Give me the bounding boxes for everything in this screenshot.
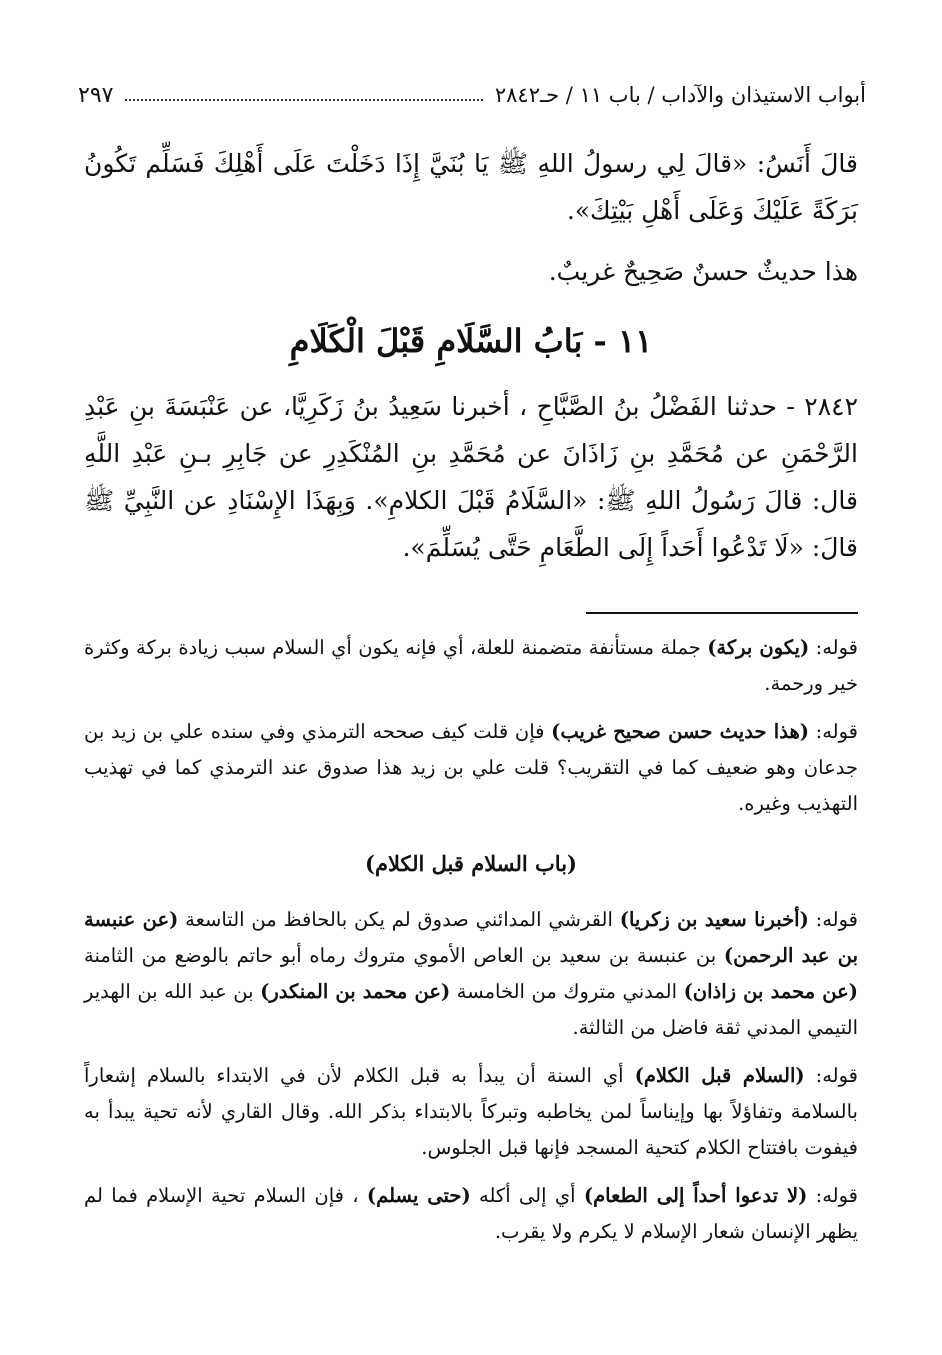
commentary-paragraph — [84, 1058, 858, 1166]
running-title: أبواب الاستيذان والآداب / باب ١١ / حـ٢٨٤٢ — [494, 83, 866, 107]
commentary-quote: (السلام قبل الكلام) — [634, 1064, 805, 1087]
commentary-paragraph — [84, 630, 858, 702]
commentary-lead: قوله: — [808, 720, 858, 743]
commentary-text: جملة مستأنفة متضمنة للعلة، أي فإنه يكون أي السلام سبب زيادة بركة وكثرة خير ورحمة. — [84, 636, 858, 695]
commentary-quote: (لا تدعوا أحداً إلى الطعام) — [583, 1184, 808, 1207]
commentary-text: ، فإن السلام تحية الإسلام فما لم يظهر الإنسان شعار الإسلام لا يكرم ولا يقرب. — [84, 1184, 858, 1243]
commentary-text: أي إلى أكله — [470, 1184, 584, 1207]
commentary-quote: (عن عنبسة بن عبد الرحمن) — [84, 908, 859, 967]
commentary-quote: (أخبرنا سعيد بن زكريا) — [619, 908, 809, 931]
commentary-lead: قوله: — [804, 1064, 858, 1087]
commentary-quote: (حتى يسلم) — [366, 1184, 471, 1207]
commentary-lead: قوله: — [808, 908, 858, 931]
commentary-block — [84, 630, 858, 1262]
commentary-text: فإن قلت كيف صححه الترمذي وفي سنده علي بن زيد بن جدعان وهو ضعيف كما في التقريب؟ قلت علي بن زيد هذا صدوق عند الترمذي كما في تهذيب التهذيب وغيره. — [84, 720, 858, 815]
commentary-paragraph — [84, 902, 858, 1046]
footnote-separator — [586, 612, 858, 614]
commentary-text: أي السنة أن يبدأ به قبل الكلام لأن في الابتداء بالسلام إشعاراً بالسلامة وتفاؤلاً بها وإيناساً لمن يخاطبه وتبركاً بالابتداء بذكر الله. وقال القاري لأنه تحية يبدأ به فيفوت بافتتاح الكلام كتحية المسجد فإنها قبل الجلوس. — [84, 1064, 858, 1159]
commentary-quote: (عن محمد بن المنكدر) — [260, 980, 451, 1003]
hadith-continuation: قالَ أَنَسُ: «قالَ لِي رسولُ اللهِ ﷺ يَا بُنَيَّ إِذَا دَخَلْتَ عَلَى أَهْلِكَ فَسَلِّم تَكُونُ بَرَكَةً عَلَيْكَ وَعَلَى أَهْلِ بَيْتِكَ». — [84, 149, 858, 225]
running-header — [78, 80, 866, 110]
commentary-text: بن عبد الله بن الهدير التيمي المدني ثقة فاضل من الثالثة. — [84, 980, 858, 1039]
hadith-text: ٢٨٤٢ - حدثنا الفَضْلُ بنُ الصَّبَّاحِ ، أخبرنا سَعِيدُ بنُ زَكَرِيَّا، عن عَنْبَسَةَ بنِ عَبْدِ الرَّحْمَنِ عن مُحَمَّدِ بنِ زَاذَانَ عن مُحَمَّدِ بنِ المُنْكَدِرِ عن جَابِرِ بـنِ عَبْدِ اللَّهِ قال: قالَ رَسُولُ اللهِ ﷺ: «السَّلَامُ قَبْلَ الكلامِ». وَبِهَذَا الإِسْنَادِ عن النَّبِيِّ ﷺ قالَ: «لَا تَدْعُوا أَحَداً إِلَى الطَّعَامِ حَتَّى يُسَلِّمَ». — [84, 392, 858, 562]
commentary-paragraph — [84, 714, 858, 822]
commentary-quote: (يكون بركة) — [707, 636, 810, 659]
commentary-text: المدني متروك من الخامسة — [450, 980, 684, 1003]
main-text-block — [84, 140, 858, 571]
commentary-sub-heading: (باب السلام قبل الكلام) — [365, 851, 577, 876]
commentary-text: القرشي المدائني صدوق لم يكن بالحافظ من التاسعة — [178, 908, 620, 931]
chapter-title: ١١ - بَابُ السَّلَامِ قَبْلَ الْكَلَامِ — [289, 322, 653, 360]
hadith-verdict: هذا حديثٌ حسنٌ صَحِيحٌ غريبٌ. — [548, 257, 858, 286]
commentary-text: بن عنبسة بن سعيد بن العاص الأموي متروك رماه أبو حاتم بالوضع من الثامنة — [84, 944, 724, 967]
commentary-lead: قوله: — [809, 636, 858, 659]
commentary-quote: (عن محمد بن زاذان) — [683, 980, 858, 1003]
header-dotted-leader — [125, 89, 482, 101]
commentary-quote: (هذا حديث حسن صحيح غريب) — [551, 720, 809, 743]
page-number: ٢٩٧ — [78, 82, 114, 108]
commentary-lead: قوله: — [807, 1184, 858, 1207]
commentary-paragraph — [84, 1178, 858, 1250]
